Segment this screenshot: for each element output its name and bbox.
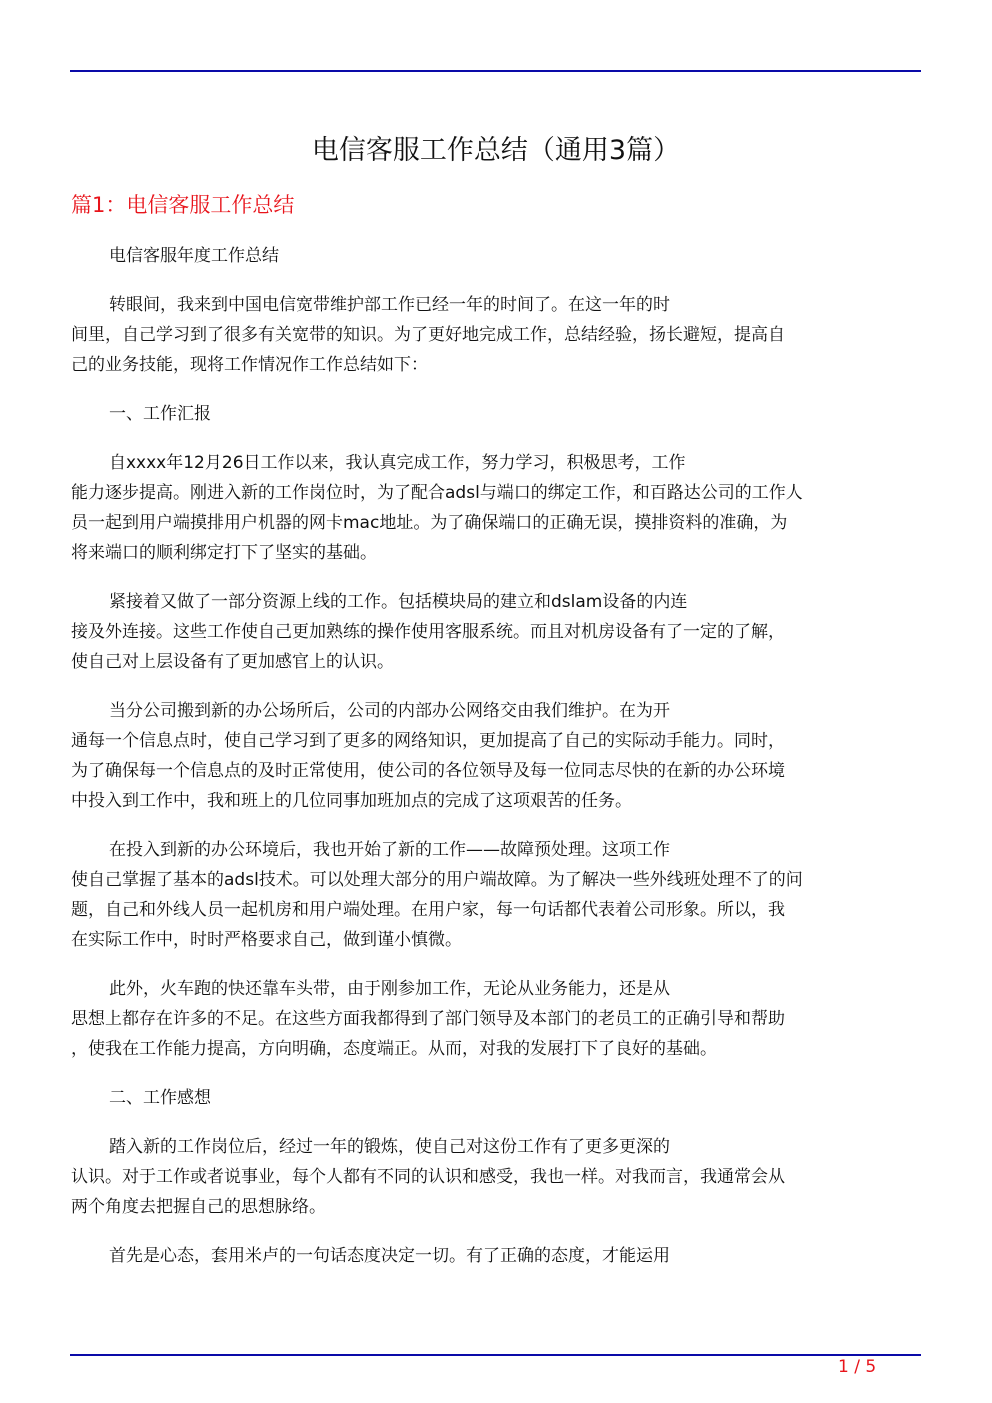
text-line: 接及外连接。这些工作使自己更加熟练的操作使用客服系统。而且对机房设备有了一定的了解， bbox=[71, 622, 785, 642]
text-line: 电信客服年度工作总结 bbox=[109, 246, 279, 266]
paragraph bbox=[71, 835, 923, 955]
paragraph bbox=[71, 696, 923, 816]
paragraph bbox=[71, 448, 923, 568]
header-rule bbox=[70, 70, 921, 72]
text-line: 将来端口的顺利绑定打下了坚实的基础。 bbox=[71, 543, 377, 563]
text-line: ，使我在工作能力提高，方向明确，态度端正。从而，对我的发展打下了良好的基础。 bbox=[71, 1039, 717, 1059]
text-line: 两个角度去把握自己的思想脉络。 bbox=[71, 1197, 326, 1217]
text-line: 转眼间，我来到中国电信宽带维护部工作已经一年的时间了。在这一年的时 bbox=[109, 295, 670, 315]
text-line: 二、工作感想 bbox=[109, 1088, 211, 1108]
text-line: 为了确保每一个信息点的及时正常使用，使公司的各位领导及每一位同志尽快的在新的办公环境 bbox=[71, 761, 785, 781]
text-line: 使自己对上层设备有了更加感官上的认识。 bbox=[71, 652, 394, 672]
paragraph bbox=[71, 1132, 923, 1222]
text-line: 思想上都存在许多的不足。在这些方面我都得到了部门领导及本部门的老员工的正确引导和帮助 bbox=[71, 1009, 785, 1029]
paragraph-heading bbox=[71, 399, 923, 429]
text-line: 己的业务技能，现将工作情况作工作总结如下： bbox=[71, 355, 428, 375]
text-line: 首先是心态，套用米卢的一句话态度决定一切。有了正确的态度，才能运用 bbox=[109, 1246, 670, 1266]
text-line: 自xxxx年12月26日工作以来，我认真完成工作，努力学习，积极思考，工作 bbox=[109, 453, 686, 473]
text-line: 此外，火车跑的快还靠车头带，由于刚参加工作，无论从业务能力，还是从 bbox=[109, 979, 670, 999]
text-line: 使自己掌握了基本的adsl技术。可以处理大部分的用户端故障。为了解决一些外线班处理不了的问 bbox=[71, 870, 803, 890]
text-line: 能力逐步提高。刚进入新的工作岗位时，为了配合adsl与端口的绑定工作，和百路达公司的工作人 bbox=[71, 483, 803, 503]
paragraph bbox=[71, 974, 923, 1064]
text-line: 一、工作汇报 bbox=[109, 404, 211, 424]
text-line: 认识。对于工作或者说事业，每个人都有不同的认识和感受，我也一样。对我而言，我通常会从 bbox=[71, 1167, 785, 1187]
text-line: 当分公司搬到新的办公场所后，公司的内部办公网络交由我们维护。在为开 bbox=[109, 701, 670, 721]
section-title: 篇1：电信客服工作总结 bbox=[71, 193, 295, 217]
text-line: 题，自己和外线人员一起机房和用户端处理。在用户家，每一句话都代表着公司形象。所以，我 bbox=[71, 900, 785, 920]
paragraph bbox=[71, 241, 923, 271]
text-line: 中投入到工作中，我和班上的几位同事加班加点的完成了这项艰苦的任务。 bbox=[71, 791, 632, 811]
text-line: 在实际工作中，时时严格要求自己，做到谨小慎微。 bbox=[71, 930, 462, 950]
paragraph bbox=[71, 290, 923, 380]
paragraph bbox=[71, 587, 923, 677]
text-line: 员一起到用户端摸排用户机器的网卡mac地址。为了确保端口的正确无误，摸排资料的准确，为 bbox=[71, 513, 788, 533]
paragraph bbox=[71, 1241, 923, 1271]
text-line: 通每一个信息点时，使自己学习到了更多的网络知识，更加提高了自己的实际动手能力。同时， bbox=[71, 731, 785, 751]
paragraph-heading bbox=[71, 1083, 923, 1113]
text-line: 在投入到新的办公环境后，我也开始了新的工作——故障预处理。这项工作 bbox=[109, 840, 670, 860]
text-line: 间里，自己学习到了很多有关宽带的知识。为了更好地完成工作，总结经验，扬长避短，提高自 bbox=[71, 325, 785, 345]
document-title: 电信客服工作总结（通用3篇） bbox=[311, 135, 681, 166]
text-line: 踏入新的工作岗位后，经过一年的锻炼，使自己对这份工作有了更多更深的 bbox=[109, 1137, 670, 1157]
text-line: 紧接着又做了一部分资源上线的工作。包括模块局的建立和dslam设备的内连 bbox=[109, 592, 688, 612]
document-body bbox=[71, 241, 923, 1290]
footer-rule bbox=[70, 1354, 921, 1356]
page-number: 1 / 5 bbox=[838, 1357, 877, 1377]
